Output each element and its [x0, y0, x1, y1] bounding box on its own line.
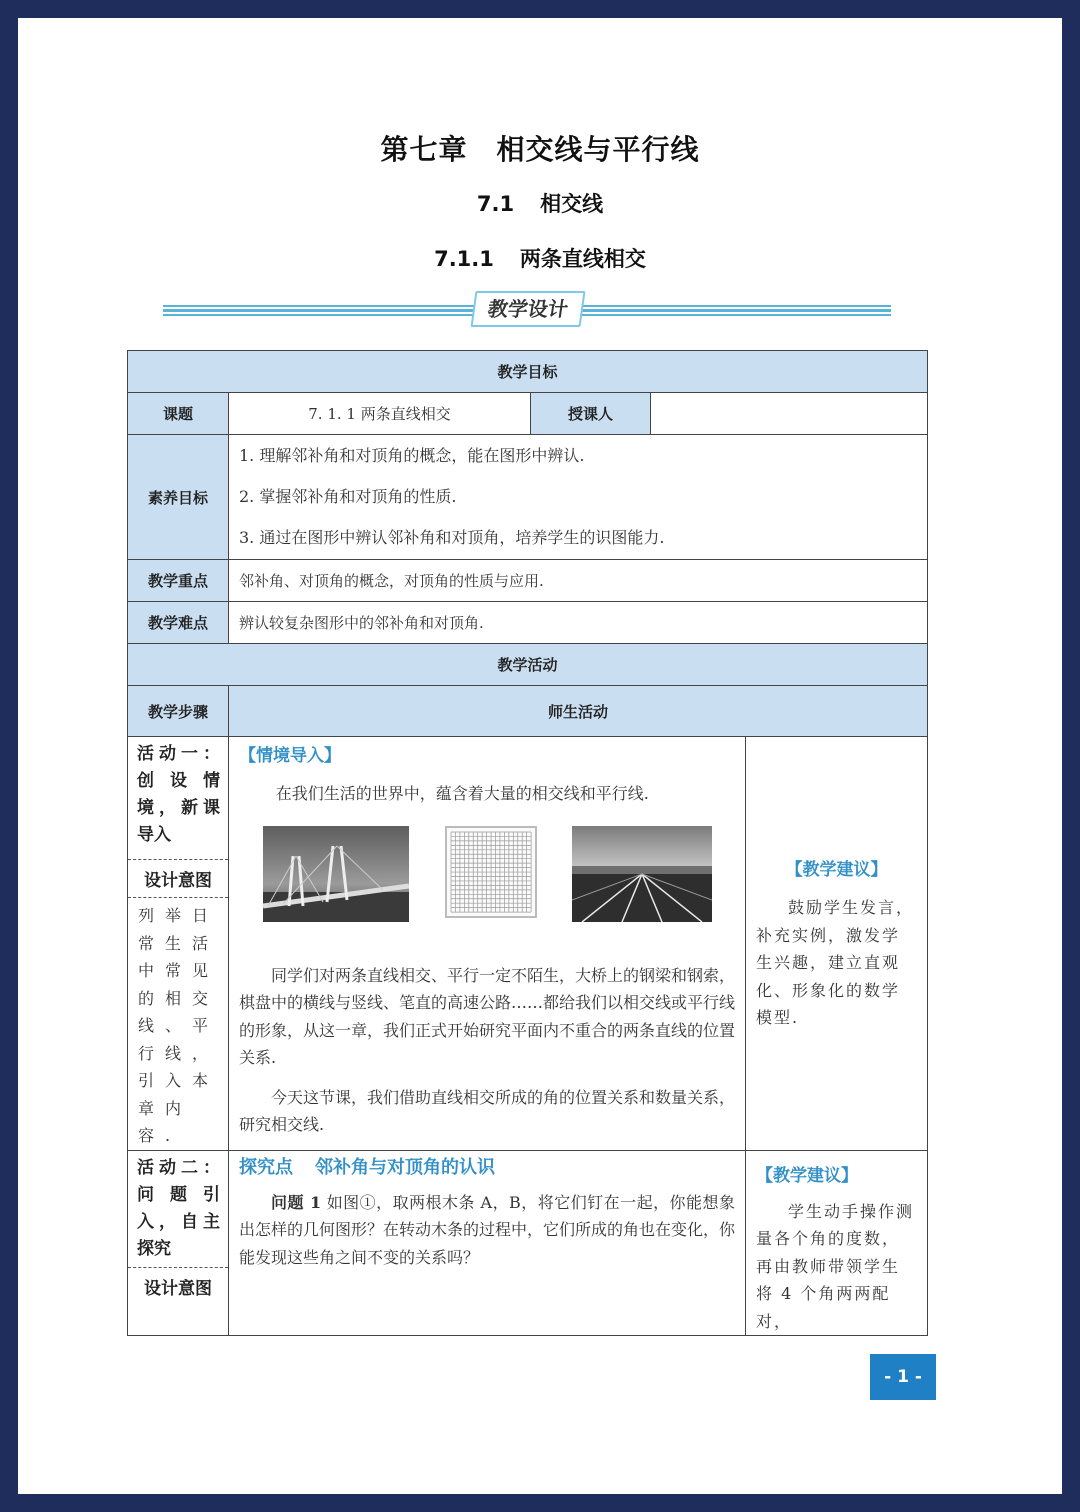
chapter-title: 第七章 相交线与平行线: [380, 133, 700, 166]
activity2-advice: [746, 1150, 928, 1336]
activity2-left: [128, 1150, 229, 1336]
literacy-goal-item: 1. 理解邻补角和对顶角的概念，能在图形中辨认.: [239, 446, 585, 465]
scenario-intro-heading: 【情境导入】: [239, 746, 341, 766]
highway-photo: [572, 826, 712, 922]
activity2-content: [229, 1150, 746, 1336]
focus-value: 邻补角、对顶角的概念，对顶角的性质与应用.: [229, 560, 928, 602]
section-name: 相交线: [540, 192, 604, 216]
question-1: [239, 1189, 735, 1272]
activity1-advice: [746, 737, 928, 1151]
activity2-design-label: 设计意图: [144, 1278, 212, 1299]
subsection-name: 两条直线相交: [519, 247, 646, 271]
scenario-paragraph-2: 今天这节课，我们借助直线相交所成的角的位置关系和数量关系，研究相交线.: [239, 1087, 736, 1134]
focus-label: 教学重点: [128, 560, 229, 602]
section-number: 7.1: [476, 192, 515, 216]
topic-value: 7. 1. 1 两条直线相交: [229, 393, 531, 435]
activity2-title: 活动二：问题引入，自主探究: [137, 1157, 220, 1259]
difficulty-value: 辨认较复杂图形中的邻补角和对顶角.: [229, 602, 928, 644]
literacy-goal-item: 3. 通过在图形中辨认邻补角和对顶角，培养学生的识图能力.: [239, 528, 665, 547]
activity1-title: 活动一：创设情境，新课导入: [137, 744, 220, 845]
subsection-title: [18, 243, 1062, 273]
steps-label: 教学步骤: [128, 686, 229, 737]
question-text: 如图①，取两根木条 A，B，将它们钉在一起，你能想象出怎样的几何图形？在转动木条的过程中，它们所成的角也在变化，你能发现这些角之间不变的关系吗？: [239, 1192, 736, 1267]
activity2-advice-title: 【教学建议】: [756, 1165, 858, 1186]
literacy-goals: [229, 435, 928, 560]
lesson-plan-table: [127, 350, 928, 1336]
goals-heading: 教学目标: [128, 351, 928, 393]
activity1-content: [229, 737, 746, 1151]
grid-board: [445, 826, 537, 918]
scenario-intro-text: 在我们生活的世界中，蕴含着大量的相交线和平行线.: [275, 784, 649, 803]
scenario-photos: [239, 826, 735, 946]
activity1-design-label: 设计意图: [144, 871, 212, 891]
activities-heading: 教学活动: [128, 644, 928, 686]
activity2-advice-text: 学生动手操作测量各个角的度数，再由教师带领学生将 4 个角两两配对，: [756, 1201, 915, 1331]
page-number: - 1 -: [870, 1354, 936, 1400]
activity1-advice-text: 鼓励学生发言，补充实例，激发学生兴趣，建立直观化、形象化的数学模型.: [756, 898, 915, 1027]
activity1-design-text: 列举日常生活中常见的相交线、平行线，引入本章内容.: [138, 906, 220, 1145]
teacher-value: [651, 393, 928, 435]
explore-prefix: 探究点: [239, 1156, 293, 1178]
document-page: [18, 18, 1062, 1494]
topic-label: 课题: [128, 393, 229, 435]
banner-label: 教学设计: [470, 291, 585, 327]
literacy-label: 素养目标: [128, 435, 229, 560]
bridge-photo: [263, 826, 409, 922]
teaching-design-banner: [163, 291, 891, 327]
explore-title: 邻补角与对顶角的认识: [315, 1156, 495, 1178]
literacy-goal-item: 2. 掌握邻补角和对顶角的性质.: [239, 487, 457, 506]
question-label: 问题 1: [271, 1192, 322, 1212]
difficulty-label: 教学难点: [128, 602, 229, 644]
teacher-student-label: 师生活动: [229, 686, 928, 737]
explore-heading: [239, 1153, 735, 1179]
activity1-advice-title: 【教学建议】: [785, 860, 888, 880]
teacher-label: 授课人: [531, 393, 651, 435]
subsection-number: 7.1.1: [434, 247, 494, 271]
activity1-left: [128, 737, 229, 1151]
scenario-paragraph-1: 同学们对两条直线相交、平行一定不陌生，大桥上的钢梁和钢索，棋盘中的横线与竖线、笔直的高速公路……都给我们以相交线或平行线的形象，从这一章，我们正式开始研究平面内不重合的两条直线的位置关系.: [239, 965, 736, 1067]
section-title: [18, 188, 1062, 218]
